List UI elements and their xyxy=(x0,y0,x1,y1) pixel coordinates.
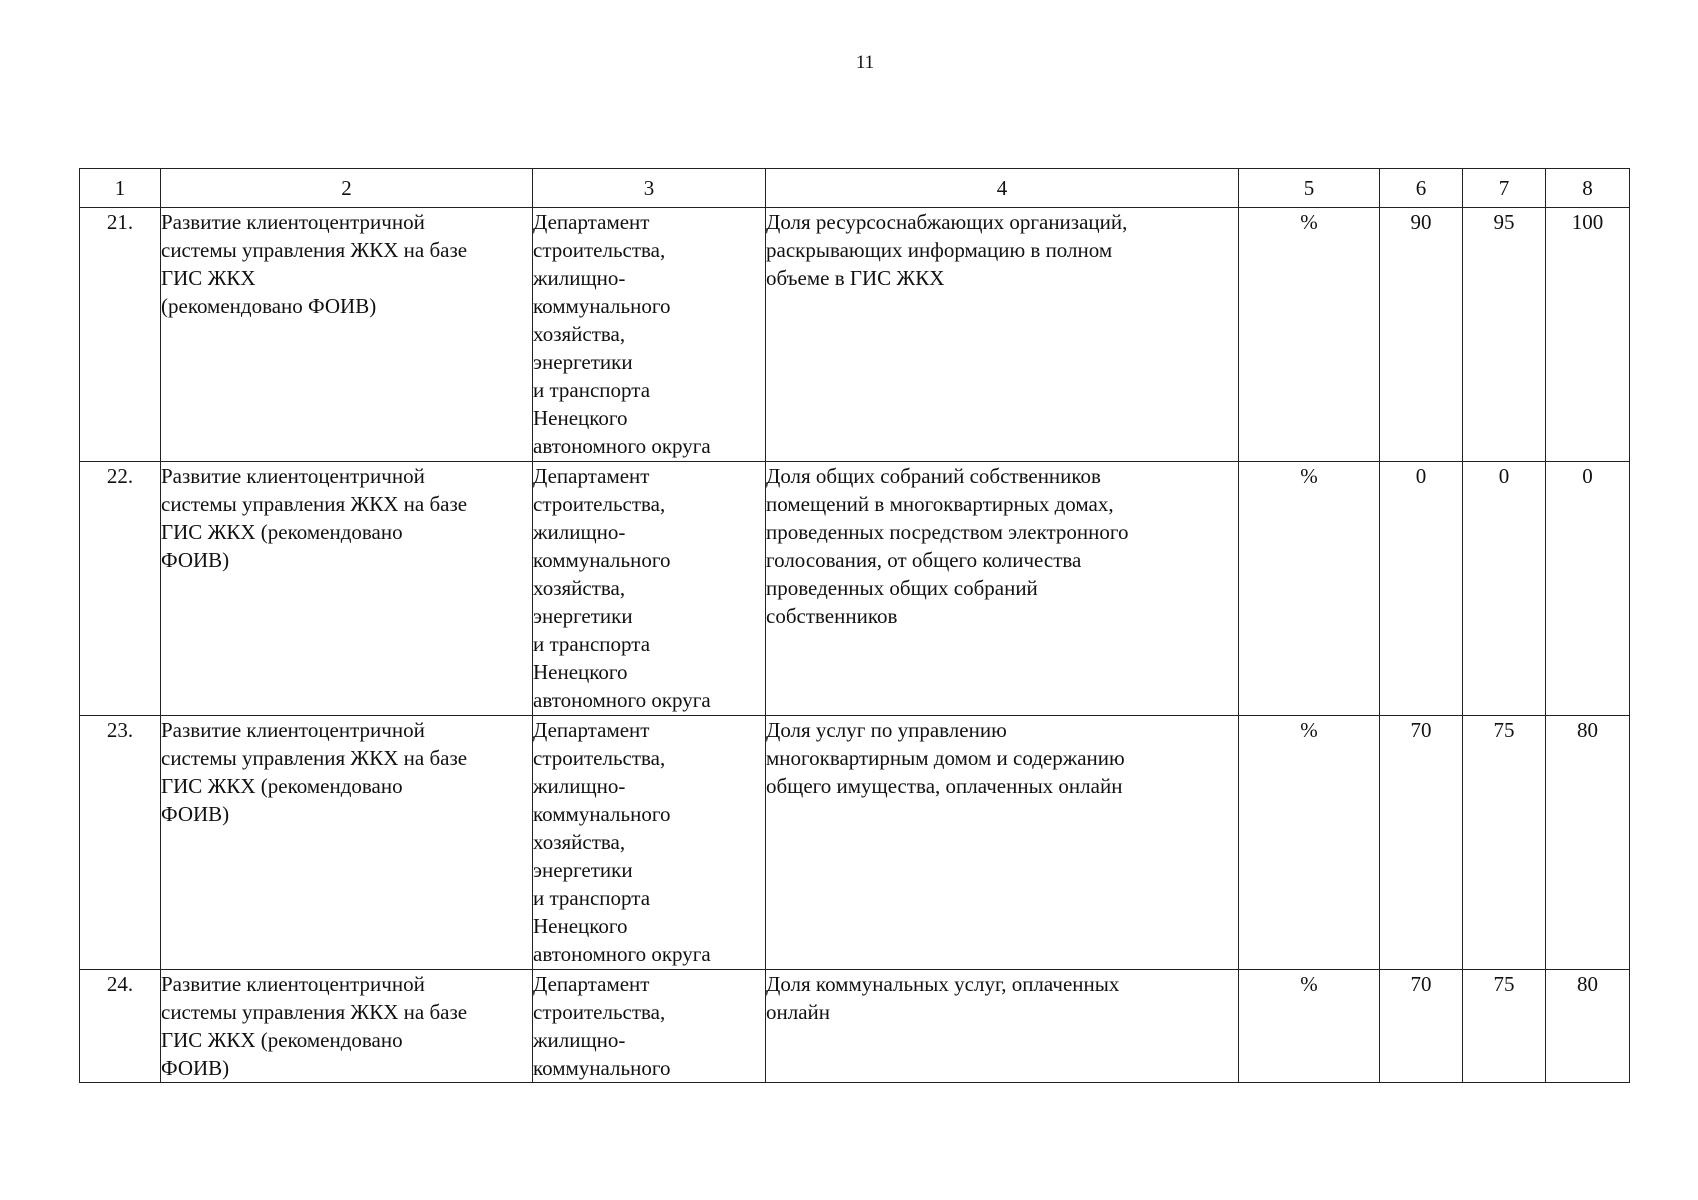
cell-text-line: 21. xyxy=(106,210,134,234)
row-number-cell xyxy=(80,970,161,1083)
measure-name-cell xyxy=(161,716,533,970)
cell-text-line: коммунального xyxy=(533,1056,671,1080)
cell-text-line: проведенных посредством электронного xyxy=(766,520,1129,544)
cell-text-line: % xyxy=(1300,464,1318,488)
indicator-cell xyxy=(766,716,1239,970)
cell-text-line: Доля общих собраний собственников xyxy=(766,464,1101,488)
cell-text-line: 0 xyxy=(1415,464,1427,488)
cell-text-line: Доля коммунальных услуг, оплаченных xyxy=(766,972,1120,996)
cell-text-line: энергетики xyxy=(533,858,633,882)
cell-text-line: автономного округа xyxy=(533,434,711,458)
header-cell: 1 xyxy=(80,169,161,208)
cell-text-line: 75 xyxy=(1493,972,1515,996)
measure-name-cell xyxy=(161,208,533,462)
cell-text-line: коммунального xyxy=(533,548,671,572)
cell-text-line: 70 xyxy=(1410,718,1432,742)
value-col6-cell xyxy=(1380,716,1463,970)
cell-text-line: онлайн xyxy=(766,1000,831,1024)
measure-name-cell xyxy=(161,970,533,1083)
table-row xyxy=(80,462,1630,716)
cell-text-line: голосования, от общего количества xyxy=(766,548,1082,572)
cell-text-line: Ненецкого xyxy=(533,914,628,938)
cell-text-line: 80 xyxy=(1577,972,1598,996)
value-col6-cell xyxy=(1380,462,1463,716)
cell-text-line: Доля услуг по управлению xyxy=(766,718,1007,742)
cell-text-line: строительства, xyxy=(533,746,666,770)
unit-cell xyxy=(1239,462,1380,716)
cell-text-line: ФОИВ) xyxy=(161,1056,230,1080)
header-cell: 6 xyxy=(1380,169,1463,208)
value-col8-cell xyxy=(1546,462,1630,716)
cell-text-line: % xyxy=(1300,972,1318,996)
indicator-cell xyxy=(766,462,1239,716)
value-col6-cell xyxy=(1380,208,1463,462)
cell-text-line: раскрывающих информацию в полном xyxy=(766,238,1113,262)
cell-text-line: 23. xyxy=(106,718,134,742)
page-number: 11 xyxy=(855,52,875,73)
cell-text-line: Развитие клиентоцентричной xyxy=(161,210,425,234)
cell-text-line: строительства, xyxy=(533,1000,666,1024)
row-number-cell xyxy=(80,716,161,970)
table-row xyxy=(80,970,1630,1083)
cell-text-line: жилищно- xyxy=(533,774,626,798)
unit-cell xyxy=(1239,208,1380,462)
cell-text-line: коммунального xyxy=(533,294,671,318)
row-number-cell xyxy=(80,208,161,462)
cell-text-line: ГИС ЖКХ (рекомендовано xyxy=(161,1028,403,1052)
value-col8-cell xyxy=(1546,716,1630,970)
cell-text-line: ФОИВ) xyxy=(161,802,230,826)
responsible-department-cell xyxy=(533,462,766,716)
cell-text-line: Развитие клиентоцентричной xyxy=(161,464,425,488)
row-number-cell xyxy=(80,462,161,716)
cell-text-line: хозяйства, xyxy=(533,322,626,346)
cell-text-line: 70 xyxy=(1410,972,1432,996)
header-cell: 4 xyxy=(766,169,1239,208)
cell-text-line: многоквартирным домом и содержанию xyxy=(766,746,1125,770)
responsible-department-cell xyxy=(533,970,766,1083)
cell-text-line: (рекомендовано ФОИВ) xyxy=(161,294,377,318)
header-cell: 3 xyxy=(533,169,766,208)
value-col8-cell xyxy=(1546,970,1630,1083)
cell-text-line: общего имущества, оплаченных онлайн xyxy=(766,774,1123,798)
header-cell: 2 xyxy=(161,169,533,208)
cell-text-line: ГИС ЖКХ (рекомендовано xyxy=(161,520,403,544)
cell-text-line: 22. xyxy=(106,464,134,488)
cell-text-line: жилищно- xyxy=(533,1028,626,1052)
value-col6-cell xyxy=(1380,970,1463,1083)
table-row xyxy=(80,208,1630,462)
cell-text-line: % xyxy=(1300,210,1318,234)
value-col7-cell xyxy=(1463,970,1546,1083)
cell-text-line: 0 xyxy=(1582,464,1593,488)
cell-text-line: коммунального xyxy=(533,802,671,826)
cell-text-line: 95 xyxy=(1493,210,1515,234)
value-col7-cell xyxy=(1463,716,1546,970)
header-cell: 7 xyxy=(1463,169,1546,208)
cell-text-line: жилищно- xyxy=(533,520,626,544)
cell-text-line: Ненецкого xyxy=(533,406,628,430)
cell-text-line: и транспорта xyxy=(533,378,651,402)
cell-text-line: Доля ресурсоснабжающих организаций, xyxy=(766,210,1128,234)
cell-text-line: ГИС ЖКХ xyxy=(161,266,256,290)
value-col7-cell xyxy=(1463,462,1546,716)
cell-text-line: системы управления ЖКХ на базе xyxy=(161,492,468,516)
cell-text-line: 75 xyxy=(1493,718,1515,742)
header-cell: 5 xyxy=(1239,169,1380,208)
cell-text-line: объеме в ГИС ЖКХ xyxy=(766,266,945,290)
cell-text-line: помещений в многоквартирных домах, xyxy=(766,492,1114,516)
table-body xyxy=(80,169,1630,1083)
cell-text-line: собственников xyxy=(766,604,898,628)
cell-text-line: % xyxy=(1300,718,1318,742)
cell-text-line: системы управления ЖКХ на базе xyxy=(161,238,468,262)
cell-text-line: Департамент xyxy=(533,972,650,996)
cell-text-line: 100 xyxy=(1571,210,1604,234)
unit-cell xyxy=(1239,970,1380,1083)
cell-text-line: автономного округа xyxy=(533,688,711,712)
cell-text-line: Развитие клиентоцентричной xyxy=(161,718,425,742)
responsible-department-cell xyxy=(533,208,766,462)
cell-text-line: жилищно- xyxy=(533,266,626,290)
responsible-department-cell xyxy=(533,716,766,970)
cell-text-line: Департамент xyxy=(533,210,650,234)
indicator-cell xyxy=(766,970,1239,1083)
cell-text-line: и транспорта xyxy=(533,632,651,656)
value-col8-cell xyxy=(1546,208,1630,462)
table-row xyxy=(80,716,1630,970)
header-cell: 8 xyxy=(1546,169,1630,208)
cell-text-line: Департамент xyxy=(533,718,650,742)
cell-text-line: проведенных общих собраний xyxy=(766,576,1038,600)
cell-text-line: хозяйства, xyxy=(533,830,626,854)
cell-text-line: системы управления ЖКХ на базе xyxy=(161,1000,468,1024)
cell-text-line: энергетики xyxy=(533,350,633,374)
cell-text-line: системы управления ЖКХ на базе xyxy=(161,746,468,770)
cell-text-line: Ненецкого xyxy=(533,660,628,684)
measure-name-cell xyxy=(161,462,533,716)
cell-text-line: 80 xyxy=(1577,718,1598,742)
cell-text-line: 0 xyxy=(1498,464,1510,488)
cell-text-line: 90 xyxy=(1410,210,1432,234)
cell-text-line: ФОИВ) xyxy=(161,548,230,572)
cell-text-line: 24. xyxy=(106,972,134,996)
cell-text-line: Развитие клиентоцентричной xyxy=(161,972,425,996)
cell-text-line: автономного округа xyxy=(533,942,711,966)
table-header-row xyxy=(80,169,1630,208)
unit-cell xyxy=(1239,716,1380,970)
indicators-table xyxy=(79,168,1630,1083)
cell-text-line: энергетики xyxy=(533,604,633,628)
indicator-cell xyxy=(766,208,1239,462)
cell-text-line: хозяйства, xyxy=(533,576,626,600)
cell-text-line: и транспорта xyxy=(533,886,651,910)
cell-text-line: ГИС ЖКХ (рекомендовано xyxy=(161,774,403,798)
value-col7-cell xyxy=(1463,208,1546,462)
cell-text-line: строительства, xyxy=(533,238,666,262)
cell-text-line: строительства, xyxy=(533,492,666,516)
cell-text-line: Департамент xyxy=(533,464,650,488)
